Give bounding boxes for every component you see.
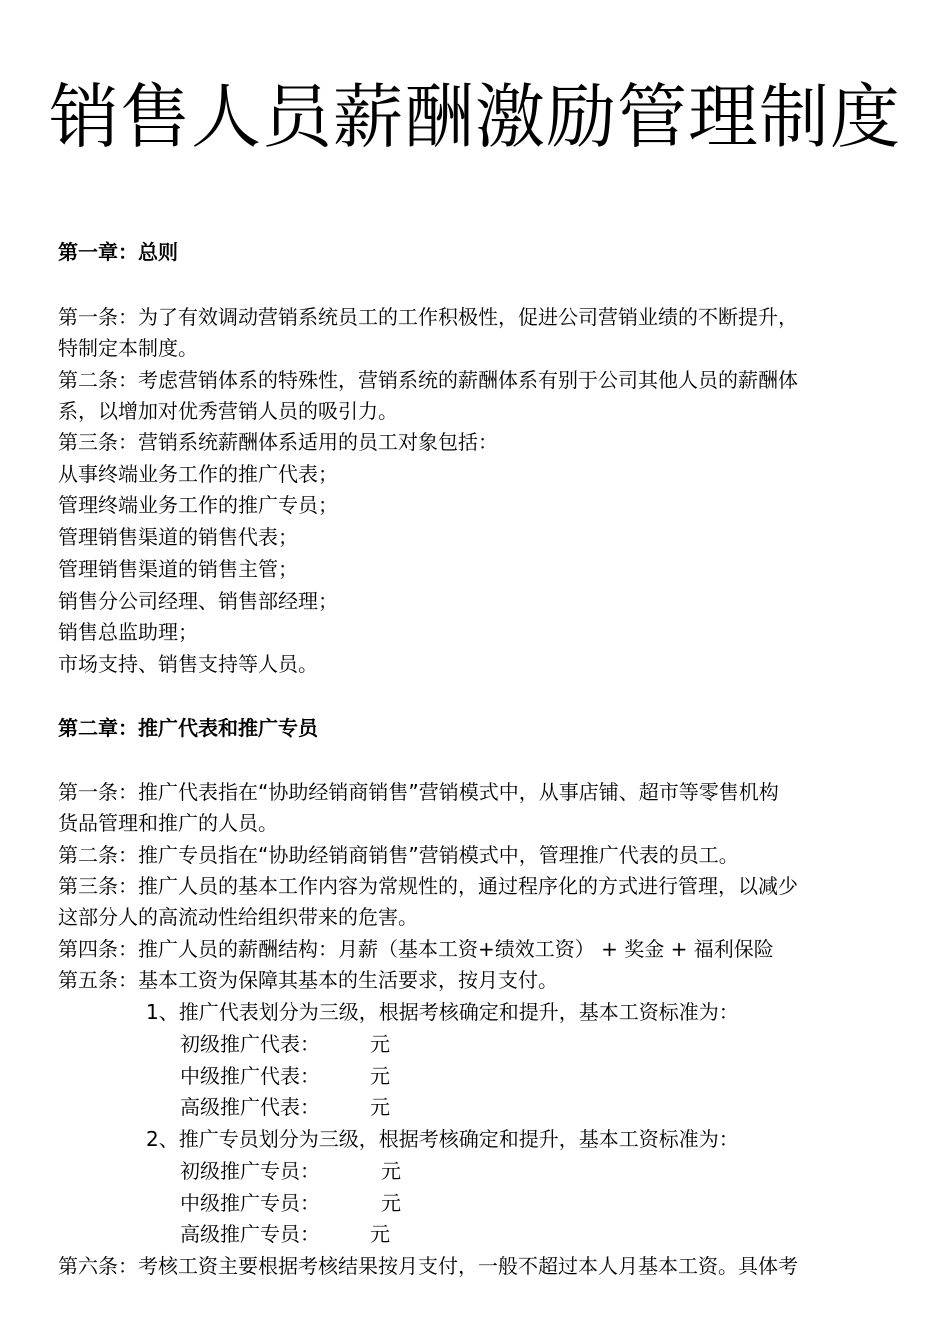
level-unit: 元 bbox=[381, 1191, 401, 1215]
level-row bbox=[180, 1189, 401, 1217]
list-item: 从事终端业务工作的推广代表； bbox=[58, 462, 338, 486]
list-item: 管理终端业务工作的推广专员； bbox=[58, 493, 338, 517]
paragraph-line: 这部分人的高流动性给组织带来的危害。 bbox=[58, 905, 418, 929]
rep-levels-intro: 1、推广代表划分为三级，根据考核确定和提升，基本工资标准为： bbox=[146, 1000, 739, 1024]
list-item: 销售分公司经理、销售部经理； bbox=[58, 589, 338, 613]
level-row bbox=[180, 1093, 390, 1121]
chapter-1-heading: 第一章：总则 bbox=[58, 240, 178, 264]
level-row bbox=[180, 1062, 390, 1090]
level-unit: 元 bbox=[370, 1032, 390, 1056]
paragraph-line: 第二条：考虑营销体系的特殊性，营销系统的薪酬体系有别于公司其他人员的薪酬体 bbox=[58, 368, 798, 392]
level-unit: 元 bbox=[370, 1222, 390, 1246]
level-label: 高级推广代表： bbox=[180, 1095, 320, 1119]
level-label: 初级推广专员： bbox=[180, 1159, 320, 1183]
paragraph-line: 第一条：推广代表指在“协助经销商销售”营销模式中，从事店铺、超市等零售机构 bbox=[58, 780, 779, 804]
list-item: 管理销售渠道的销售主管； bbox=[58, 557, 298, 581]
paragraph-line: 系，以增加对优秀营销人员的吸引力。 bbox=[58, 399, 398, 423]
spec-levels-intro: 2、推广专员划分为三级，根据考核确定和提升，基本工资标准为： bbox=[146, 1127, 739, 1151]
list-item: 管理销售渠道的销售代表； bbox=[58, 525, 298, 549]
paragraph-line: 第五条：基本工资为保障其基本的生活要求，按月支付。 bbox=[58, 968, 558, 992]
chapter-2-heading: 第二章：推广代表和推广专员 bbox=[58, 716, 318, 740]
paragraph-line: 第三条：营销系统薪酬体系适用的员工对象包括： bbox=[58, 430, 498, 454]
level-label: 中级推广代表： bbox=[180, 1064, 320, 1088]
level-label: 中级推广专员： bbox=[180, 1191, 320, 1215]
list-item: 销售总监助理； bbox=[58, 620, 198, 644]
paragraph-line: 第二条：推广专员指在“协助经销商销售”营销模式中，管理推广代表的员工。 bbox=[58, 843, 739, 867]
level-row bbox=[180, 1220, 390, 1248]
document-title: 销售人员薪酬激励管理制度 bbox=[49, 76, 901, 158]
paragraph-line: 第一条：为了有效调动营销系统员工的工作积极性，促进公司营销业绩的不断提升， bbox=[58, 305, 798, 329]
level-unit: 元 bbox=[370, 1064, 390, 1088]
level-unit: 元 bbox=[381, 1159, 401, 1183]
level-label: 初级推广代表： bbox=[180, 1032, 320, 1056]
level-unit: 元 bbox=[370, 1095, 390, 1119]
level-row bbox=[180, 1157, 401, 1185]
paragraph-line: 第六条：考核工资主要根据考核结果按月支付，一般不超过本人月基本工资。具体考 bbox=[58, 1254, 798, 1278]
paragraph-line: 货品管理和推广的人员。 bbox=[58, 811, 278, 835]
paragraph-line: 特制定本制度。 bbox=[58, 336, 198, 360]
level-row bbox=[180, 1030, 390, 1058]
level-label: 高级推广专员： bbox=[180, 1222, 320, 1246]
paragraph-line: 第四条：推广人员的薪酬结构：月薪（基本工资+绩效工资） + 奖金 + 福利保险 bbox=[58, 937, 774, 961]
list-item: 市场支持、销售支持等人员。 bbox=[58, 652, 318, 676]
paragraph-line: 第三条：推广人员的基本工作内容为常规性的，通过程序化的方式进行管理，以减少 bbox=[58, 874, 798, 898]
